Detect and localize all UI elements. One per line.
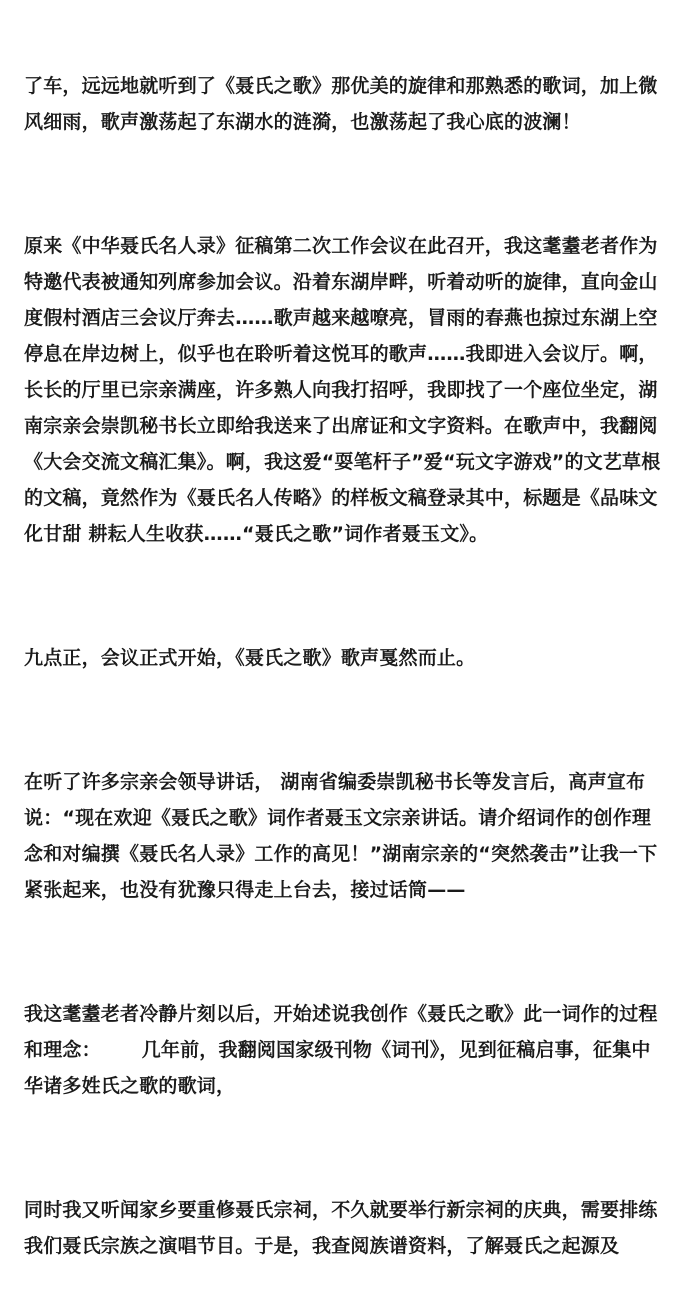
paragraph: 了车，远远地就听到了《聂氏之歌》那优美的旋律和那熟悉的歌词，加上微风细雨，歌声激荡起了东湖水的涟漪，也激荡起了我心底的波澜！ [24, 75, 658, 133]
paragraph: 原来《中华聂氏名人录》征稿第二次工作会议在此召开，我这耄耋老者作为特邀代表被通知列席参加会议。沿着东湖岸畔，听着动听的旋律，直向金山度假村酒店三会议厅奔去……歌声越来越嘹亮，冒雨的春燕也掠过东湖上空停息在岸边树上，似乎也在聆听着这悦耳的歌声……我即进入会议厅。啊，长长的厅里已宗亲满座，许多熟人向我打招呼，我即找了一个座位坐定，湖南宗亲会崇凯秘书长立即给我送来了出席证和文字资料。在歌声中，我翻阅《大会交流文稿汇集》。啊，我这爱“耍笔杆子”爱“玩文字游戏”的文艺草根的文稿，竟然作为《聂氏名人传略》的样板文稿登录其中，标题是《品味文化甘甜 耕耘人生收获……“聂氏之歌”词作者聂玉文》。 [24, 235, 661, 545]
article-body [24, 0, 668, 1316]
paragraph: 我这耄耋老者冷静片刻以后，开始述说我创作《聂氏之歌》此一词作的过程和理念： 几年前，我翻阅国家级刊物《词刊》，见到征稿启事，征集中华诸多姓氏之歌的歌词， [24, 1003, 658, 1097]
paragraph: 在听了许多宗亲会领导讲话， 湖南省编委崇凯秘书长等发言后，高声宣布说：“现在欢迎《聂氏之歌》词作者聂玉文宗亲讲话。请介绍词作的创作理念和对编撰《聂氏名人录》工作的高见！”湖南宗亲的“突然袭击”让我一下紧张起来，也没有犹豫只得走上台去，接过话筒—— [24, 771, 658, 901]
paragraph: 同时我又听闻家乡要重修聂氏宗祠，不久就要举行新宗祠的庆典，需要排练我们聂氏宗族之演唱节目。于是，我查阅族谱资料，了解聂氏之起源及 [24, 1199, 658, 1257]
paragraph: 九点正，会议正式开始，《聂氏之歌》歌声戛然而止。 [24, 647, 476, 669]
